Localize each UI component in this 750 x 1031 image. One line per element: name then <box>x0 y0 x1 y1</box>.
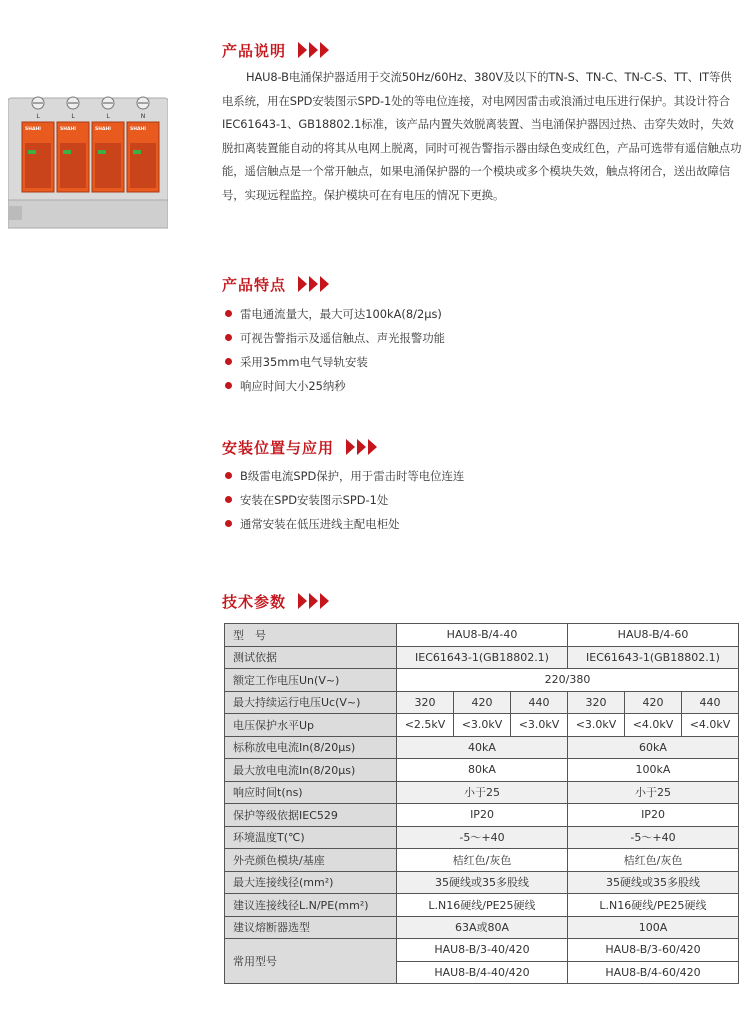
cell-40: 440 <box>511 691 568 714</box>
cell-40: HAU8-B/4-40 <box>397 624 568 647</box>
cell-60: <4.0kV <box>682 714 739 737</box>
list-item <box>222 350 445 374</box>
list-item <box>222 488 464 512</box>
section-header-description <box>222 38 331 62</box>
cell-60: -5～+40 <box>568 826 739 849</box>
list-item-text: 响应时间大小25纳秒 <box>240 379 346 393</box>
bullet-icon <box>225 520 232 527</box>
table-row <box>225 826 739 849</box>
spec-table <box>224 623 739 984</box>
brand-logo-3: SHAHI <box>95 127 111 132</box>
table-row <box>225 939 739 962</box>
cell-40: IEC61643-1(GB18802.1) <box>397 646 568 669</box>
row-label: 环境温度T(℃) <box>225 826 397 849</box>
table-row <box>225 916 739 939</box>
section-header-features <box>222 272 331 296</box>
cell-40: <2.5kV <box>397 714 454 737</box>
terminal-label-2: L <box>71 113 75 120</box>
section-header-specs <box>222 589 331 613</box>
cell-merged: 220/380 <box>397 669 739 692</box>
features-list <box>222 302 445 398</box>
cell-60: 320 <box>568 691 625 714</box>
cell-60: HAU8-B/4-60 <box>568 624 739 647</box>
table-row <box>225 871 739 894</box>
triple-arrow-icon <box>298 276 331 292</box>
list-item-text: 安装在SPD安装图示SPD-1处 <box>240 493 389 507</box>
list-item-text: 可视告警指示及遥信触点、声光报警功能 <box>240 331 446 345</box>
installation-list <box>222 464 464 536</box>
cell-40: 桔红色/灰色 <box>397 849 568 872</box>
cell-60: 小于25 <box>568 781 739 804</box>
table-row <box>225 669 739 692</box>
list-item <box>222 326 445 350</box>
brand-logo-4: SHAHI <box>130 127 146 132</box>
list-item <box>222 464 464 488</box>
row-label: 最大放电电流In(8/20μs) <box>225 759 397 782</box>
row-label: 测试依据 <box>225 646 397 669</box>
bullet-icon <box>225 496 232 503</box>
list-item <box>222 512 464 536</box>
cell-60: 420 <box>625 691 682 714</box>
row-label: 建议连接线径L.N/PE(mm²) <box>225 894 397 917</box>
cell-40: 63A或80A <box>397 916 568 939</box>
bullet-icon <box>225 310 232 317</box>
cell-60: HAU8-B/3-60/420 <box>568 939 739 962</box>
product-image <box>8 88 168 233</box>
cell-40: HAU8-B/4-40/420 <box>397 961 568 984</box>
cell-60: 60kA <box>568 736 739 759</box>
cell-60: 桔红色/灰色 <box>568 849 739 872</box>
bullet-icon <box>225 472 232 479</box>
cell-40: 40kA <box>397 736 568 759</box>
section-title: 安装位置与应用 <box>222 438 335 457</box>
triple-arrow-icon <box>298 593 331 609</box>
section-title: 产品说明 <box>222 41 287 60</box>
table-row <box>225 624 739 647</box>
cell-40: IP20 <box>397 804 568 827</box>
triple-arrow-icon <box>298 42 331 58</box>
section-title: 技术参数 <box>222 592 287 611</box>
table-row <box>225 781 739 804</box>
row-label: 最大连接线径(mm²) <box>225 871 397 894</box>
list-item <box>222 374 445 398</box>
cell-40: 320 <box>397 691 454 714</box>
cell-40: 420 <box>454 691 511 714</box>
cell-60: 100A <box>568 916 739 939</box>
row-label: 最大持续运行电压Uc(V~) <box>225 691 397 714</box>
row-label: 型 号 <box>225 624 397 647</box>
cell-40: 80kA <box>397 759 568 782</box>
table-row <box>225 894 739 917</box>
row-label: 额定工作电压Un(V~) <box>225 669 397 692</box>
cell-60: 440 <box>682 691 739 714</box>
cell-60: <3.0kV <box>568 714 625 737</box>
row-label: 响应时间t(ns) <box>225 781 397 804</box>
row-label: 电压保护水平Up <box>225 714 397 737</box>
bullet-icon <box>225 334 232 341</box>
cell-40: HAU8-B/3-40/420 <box>397 939 568 962</box>
terminal-label-4: N <box>140 113 146 120</box>
terminal-label-1: L <box>36 113 40 120</box>
brand-logo-2: SHAHI <box>60 127 76 132</box>
cell-60: HAU8-B/4-60/420 <box>568 961 739 984</box>
cell-40: <3.0kV <box>511 714 568 737</box>
cell-40: 35硬线或35多股线 <box>397 871 568 894</box>
list-item-text: 通常安装在低压进线主配电柜处 <box>240 517 400 531</box>
row-label: 常用型号 <box>225 939 397 984</box>
table-row <box>225 691 739 714</box>
row-label: 外壳颜色模块/基座 <box>225 849 397 872</box>
cell-40: L.N16硬线/PE25硬线 <box>397 894 568 917</box>
cell-60: IEC61643-1(GB18802.1) <box>568 646 739 669</box>
cell-60: 35硬线或35多股线 <box>568 871 739 894</box>
description-paragraph: HAU8-B电涌保护器适用于交流50Hz/60Hz、380V及以下的TN-S、TN-C、TN-C-S、TT、IT等供电系统，用在SPD安装图示SPD-1处的等电位连接，对电网因雷击或浪涌过电压进行保护。其设计符合IEC61643-1、GB18802.1标准，该产品内置失效脱离装置、当电涌保护器因过热、击穿失效时，失效脱扣离装置能自动的将其从电网上脱离，同时可视告警指示器由绿色变成红色，产品可选带有遥信触点功能，遥信触点是一个常开触点，如果电涌保护器的一个模块或多个模块失效，触点将闭合，送出故障信号，实现远程监控。保护模块可在有电压的情况下更换。 <box>222 70 742 202</box>
table-row <box>225 849 739 872</box>
triple-arrow-icon <box>346 439 379 455</box>
list-item <box>222 302 445 326</box>
cell-40: 小于25 <box>397 781 568 804</box>
cell-60: IP20 <box>568 804 739 827</box>
table-row <box>225 714 739 737</box>
cell-60: <4.0kV <box>625 714 682 737</box>
row-label: 建议熔断器选型 <box>225 916 397 939</box>
table-row <box>225 804 739 827</box>
table-row <box>225 759 739 782</box>
list-item-text: B级雷电流SPD保护，用于雷击时等电位连连 <box>240 469 465 483</box>
cell-40: -5～+40 <box>397 826 568 849</box>
cell-60: L.N16硬线/PE25硬线 <box>568 894 739 917</box>
list-item-text: 雷电通流量大，最大可达100kA(8/2μs) <box>240 307 442 321</box>
cell-60: 100kA <box>568 759 739 782</box>
brand-logo-1: SHAHI <box>25 127 41 132</box>
section-title: 产品特点 <box>222 275 287 294</box>
row-label: 标称放电电流In(8/20μs) <box>225 736 397 759</box>
table-row <box>225 646 739 669</box>
row-label: 保护等级依据IEC529 <box>225 804 397 827</box>
terminal-label-3: L <box>106 113 110 120</box>
section-header-installation <box>222 435 379 459</box>
table-row <box>225 736 739 759</box>
list-item-text: 采用35mm电气导轨安装 <box>240 355 368 369</box>
bullet-icon <box>225 358 232 365</box>
bullet-icon <box>225 382 232 389</box>
cell-40: <3.0kV <box>454 714 511 737</box>
